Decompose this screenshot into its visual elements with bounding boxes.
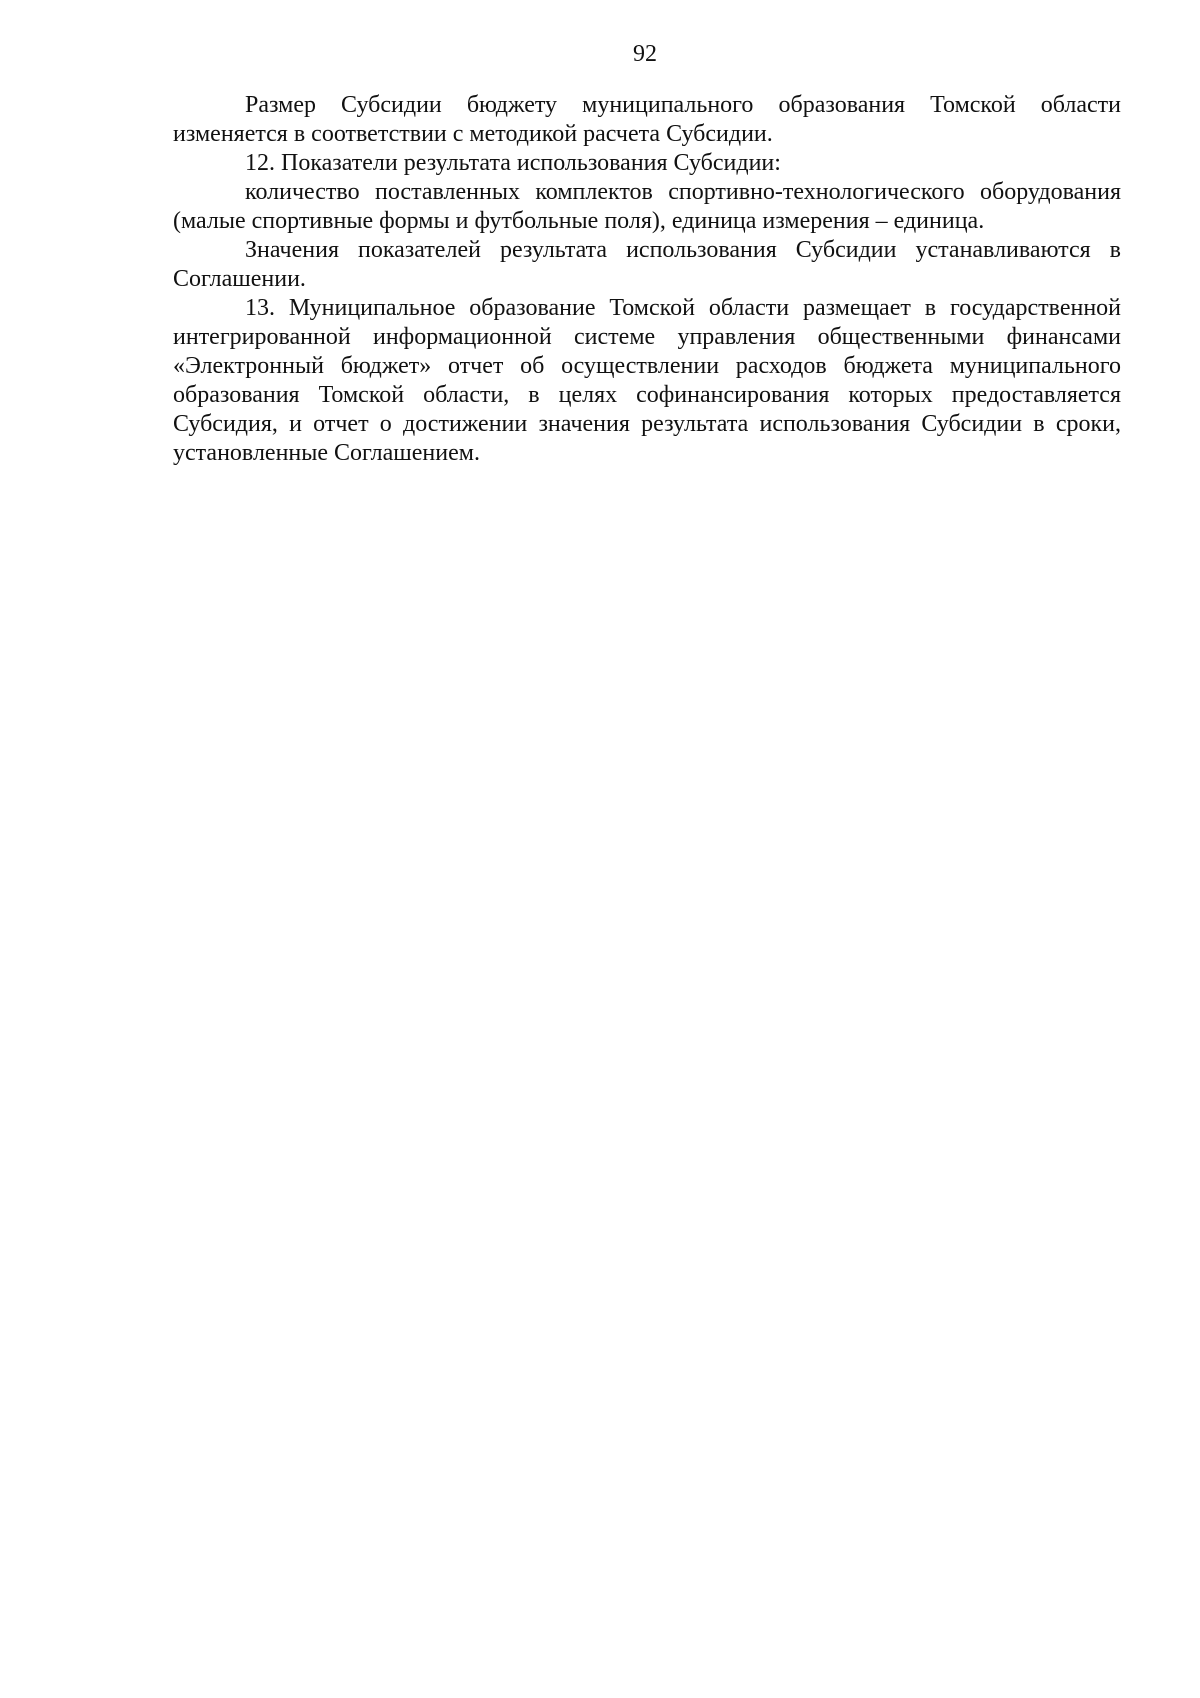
document-body (173, 91, 1121, 468)
paragraph-item-12-heading: 12. Показатели результата использования Субсидии: (245, 150, 781, 176)
paragraph-subsidy-size: Размер Субсидии бюджету муниципального образования Томской области изменяется в соответствии с методикой расчета Субсидии. (173, 92, 1121, 147)
paragraph-equipment-count: количество поставленных комплектов спортивно-технологического оборудования (малые спортивные формы и футбольные поля), единица измерения – единица. (173, 179, 1121, 234)
page-number: 92 (633, 41, 657, 67)
paragraph-item-13-report: 13. Муниципальное образование Томской области размещает в государственной интегрированной информационной системе управления общественными финансами «Электронный бюджет» отчет об осуществлении расходов бюджета муниципального образования Томской области, в целях софинансирования которых предоставляется Субсидия, и отчет о достижении значения результата использования Субсидии в сроки, установленные Соглашением. (173, 295, 1121, 466)
paragraph-indicator-values: Значения показателей результата использования Субсидии устанавливаются в Соглашении. (173, 237, 1121, 292)
